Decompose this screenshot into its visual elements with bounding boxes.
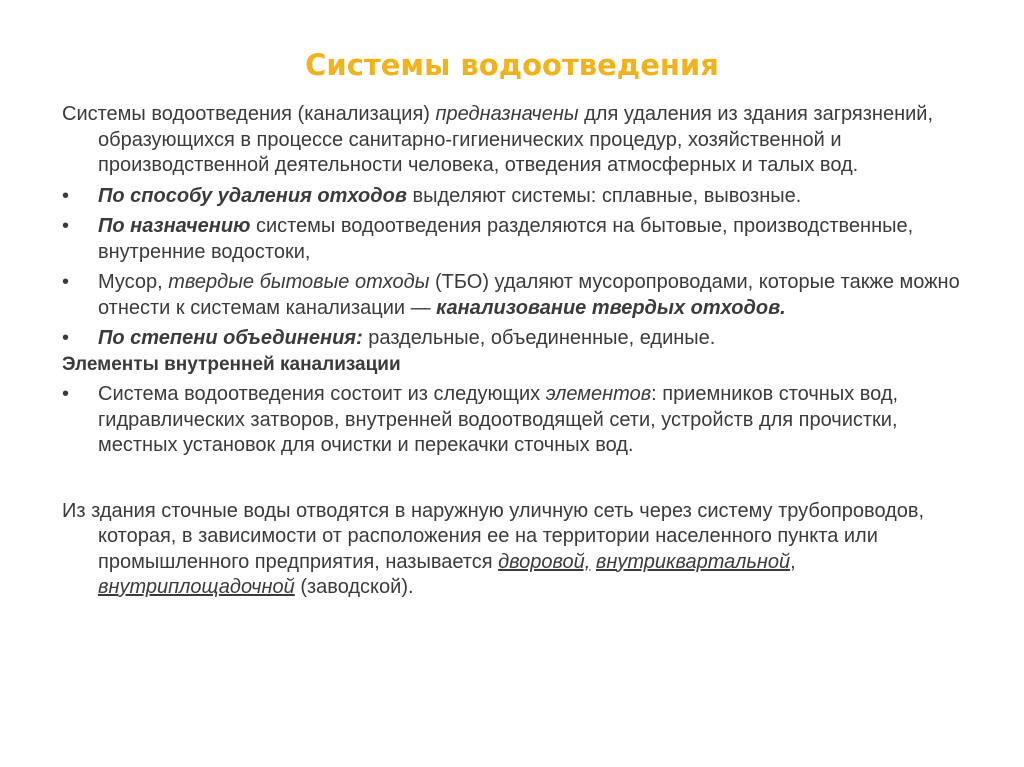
bullet-3-bold: канализование твердых отходов.	[436, 296, 786, 319]
bullet-4-text: раздельные, объединенные, единые.	[362, 327, 716, 349]
bullet-purpose	[62, 214, 982, 265]
elements-heading: Элементы внутренней канализации	[62, 353, 401, 375]
bullet-4-bold: По степени объединения:	[98, 327, 363, 349]
bullet-3-text-1: Мусор,	[98, 271, 169, 293]
bullet-solid-waste	[62, 270, 982, 321]
elements-text-2: : приемников сточных вод, гидравлических затворов, внутренней водоотводящей сети, устройств для прочистки, местных установок для очистки и перекачки сточных вод.	[98, 383, 899, 456]
bullet-2-bold: По назначению	[98, 215, 251, 237]
bullet-combination	[62, 326, 982, 352]
closing-term-intraquarter: внутриквартальной	[595, 550, 791, 573]
bullet-1-text: выделяют системы: сплавные, вывозные.	[406, 184, 802, 207]
slide-content	[62, 102, 982, 601]
bullet-removal-method	[62, 184, 982, 210]
elements-text-1: Система водоотведения состоит из следующих	[98, 383, 546, 405]
bullet-2-text: системы водоотведения разделяются на бытовые, производственные, внутренние водостоки,	[98, 215, 914, 263]
closing-term-intrasite: внутриплощадочной	[98, 576, 295, 598]
elements-italic: элементов	[545, 383, 652, 405]
closing-text-2: (заводской).	[294, 576, 414, 598]
bullet-dot: •	[62, 271, 70, 293]
bullet-3-italic: твердые бытовые отходы	[168, 271, 430, 293]
closing-text-1: Из здания сточные воды отводятся в наружную уличную сеть через систему трубопроводов, которая, в зависимости от расположения ее на территории населенного пункта или промышленного предприятия, называется	[62, 499, 925, 573]
closing-paragraph	[62, 499, 982, 601]
bullet-dot: •	[62, 215, 70, 237]
bullet-1-bold: По способу удаления отходов	[98, 184, 407, 207]
closing-term-yard: дворовой,	[498, 550, 591, 573]
closing-comma: ,	[790, 550, 796, 573]
bullet-dot: •	[62, 383, 70, 405]
slide-title: Системы водоотведения	[305, 48, 719, 82]
bullet-elements	[62, 382, 982, 459]
intro-italic: предназначены	[435, 103, 579, 125]
bullet-3-text-2: (ТБО) удаляют мусоропроводами, которые также можно отнести к системам канализации —	[98, 271, 960, 319]
bullet-dot: •	[62, 184, 70, 207]
bullet-dot: •	[62, 327, 70, 349]
intro-text-1: Системы водоотведения (канализация)	[62, 103, 436, 125]
intro-text-2: для удаления из здания загрязнений, образующихся в процессе санитарно-гигиенических процедур, хозяйственной и производственной деятельности человека, отведения атмосферных и талых вод.	[98, 103, 934, 176]
intro-paragraph	[62, 102, 982, 179]
